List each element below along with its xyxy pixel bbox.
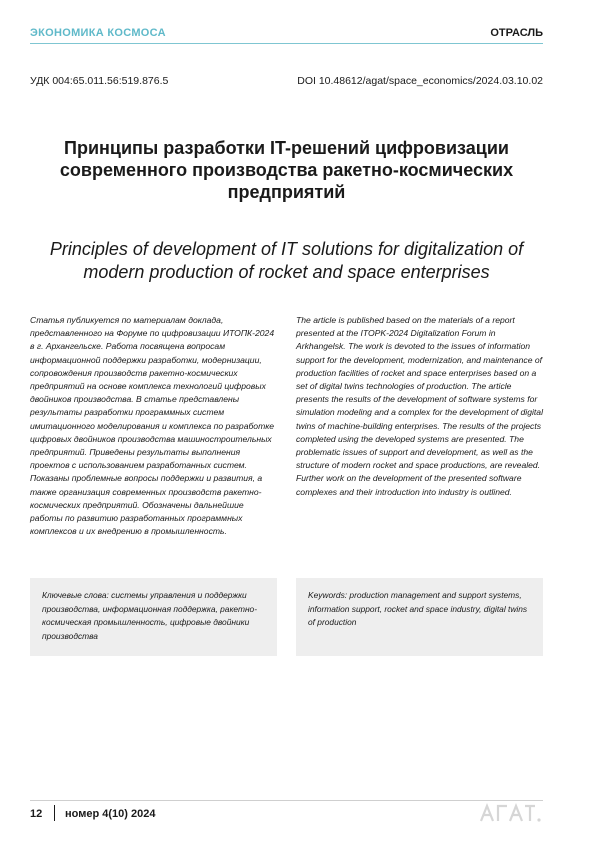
article-title-en: Principles of development of IT solutions for digitalization of modern production of rocket and space enterprises: [49, 239, 524, 282]
keywords-box-en: [296, 578, 543, 656]
abstract-en: The article is published based on the materials of a report presented at the ITOPK-2024 Digitalization Forum in Arkhangelsk. The work is devoted to the issues of information support for the development, modernization, and maintenance of production facilities of rocket and space enterprises based on a set of digital twins technologies of production. The article presents the results of the development of software systems for simulation modeling and a complex for the development of digital twins of machine-building enterprises. The results of the projects completed using the developed systems are presented. The problematic issues of support and development, as well as the structure of modern rocket and space productions, are revealed. Further work on the development of the presented software complexes and their introduction into industry is outlined.: [296, 315, 543, 497]
page-number: 12: [30, 808, 43, 820]
keywords-en: Keywords: production management and support systems, information support, rocket and space industry, digital twins of production: [308, 590, 528, 627]
udk-code: УДК 004:65.011.56:519.876.5: [30, 75, 169, 87]
agat-logo-icon: [479, 803, 543, 823]
journal-section-label: ЭКОНОМИКА КОСМОСА: [30, 27, 166, 39]
article-title-ru: Принципы разработки IT-решений цифровизации современного производства ракетно-космических предприятий: [59, 138, 514, 202]
header-divider: [30, 43, 543, 44]
category-label: ОТРАСЛЬ: [490, 27, 543, 39]
keywords-box-ru: [30, 578, 277, 656]
keywords-ru: Ключевые слова: системы управления и поддержки производства, информационная поддержка, ракетно-космическая промышленность, цифровые двойники производства: [42, 590, 258, 641]
footer-separator: [54, 805, 55, 821]
doi-link[interactable]: DOI 10.48612/agat/space_economics/2024.03.10.02: [297, 75, 543, 87]
issue-label: номер 4(10) 2024: [65, 808, 156, 820]
abstract-ru: Статья публикуется по материалам доклада, представленного на Форуме по цифровизации ИТОПК-2024 в г. Архангельске. Работа посвящена вопросам информационной поддержки разработки, модернизации, сопровождения производств ракетно-космических предприятий на основе комплекса технологий цифровых двойников производства. В статье представлены результаты разработки программных систем имитационного моделирования и комплекса по разработке цифровых двойников производства машиностроительных предприятий. Приведены результаты выполнения проектов с использованием разработанных систем. Показаны проблемные вопросы поддержки и развития, а также организация современных производств ракетно-космических предприятий. Обозначены дальнейшие работы по развитию разработанных программных комплексов и их внедрению в промышленность.: [30, 315, 275, 537]
footer-divider: [30, 800, 543, 801]
